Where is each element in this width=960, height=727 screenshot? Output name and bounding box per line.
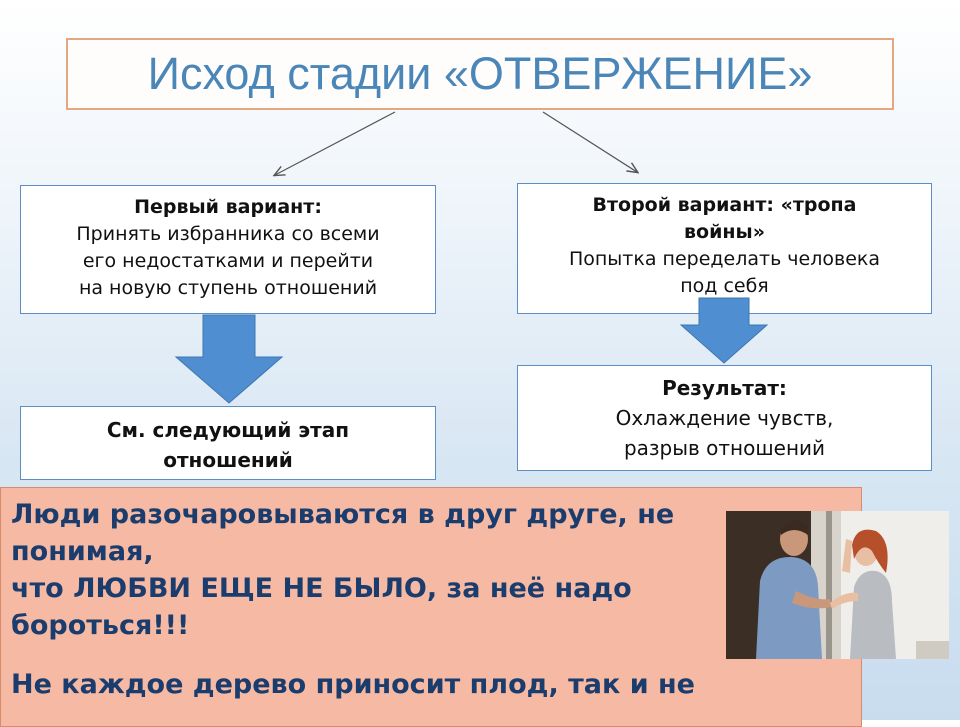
message-line-1: Люди разочаровываются в друг друге, не	[11, 499, 675, 530]
next-stage-line-1: См. следующий этап	[106, 418, 350, 442]
connector-line-right	[543, 112, 637, 172]
second-variant-line-2: под себя	[680, 275, 769, 297]
first-variant-line-2: его недостатками и перейти	[82, 250, 374, 272]
first-variant-line-1: Принять избранника со всеми	[76, 223, 380, 245]
first-variant-line-3: на новую ступень отношений	[78, 277, 378, 299]
first-variant-box	[20, 185, 436, 314]
second-variant-heading-1: Второй вариант: «тропа	[592, 194, 857, 216]
next-stage-box	[20, 406, 436, 480]
result-line-1: Охлаждение чувств,	[615, 406, 834, 430]
first-variant-heading: Первый вариант:	[134, 196, 322, 218]
next-stage-line-2: отношений	[163, 448, 293, 472]
result-line-2: разрыв отношений	[623, 436, 826, 460]
slide-title: Исход стадии «ОТВЕРЖЕНИЕ»	[147, 48, 813, 99]
couple-photo	[726, 511, 949, 659]
second-variant-heading-2: войны»	[684, 221, 765, 243]
message-line-2: понимая,	[11, 536, 154, 567]
message-line-3: что ЛЮБВИ ЕЩЕ НЕ БЫЛО, за неё надо	[11, 573, 632, 604]
message-line-4: бороться!!!	[11, 610, 190, 641]
message-line-5: Не каждое дерево приносит плод, так и не	[11, 669, 695, 700]
second-variant-line-1: Попытка переделать человека	[568, 248, 881, 270]
result-heading: Результат:	[662, 376, 787, 400]
result-box	[517, 365, 932, 471]
connector-line-left	[275, 112, 395, 175]
second-variant-box	[517, 183, 932, 314]
